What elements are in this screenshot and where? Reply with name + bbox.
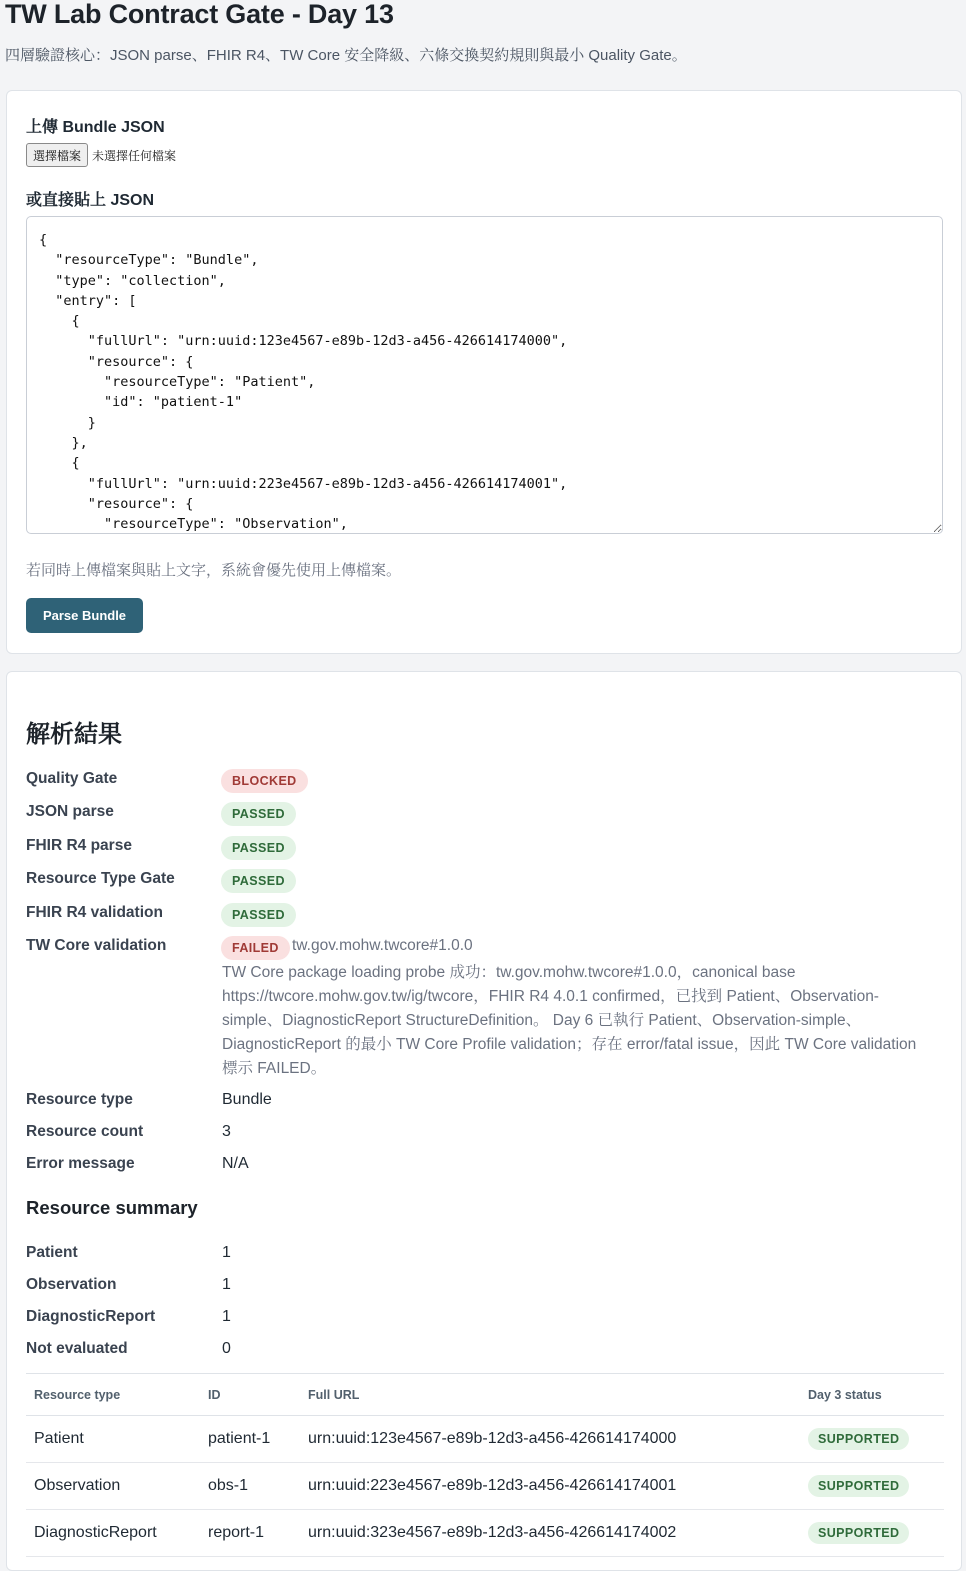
info-value-resource-count: 3: [222, 1123, 231, 1140]
twcore-package: tw.gov.mohw.twcore#1.0.0: [292, 937, 473, 954]
col-header-url: Full URL: [300, 1374, 800, 1416]
upload-hint: 若同時上傳檔案與貼上文字，系統會優先使用上傳檔案。: [26, 562, 402, 579]
cell-status: [800, 1510, 944, 1557]
upload-label: 上傳 Bundle JSON: [26, 119, 165, 136]
cell-type: DiagnosticReport: [26, 1510, 200, 1557]
gate-status-quality: BLOCKED: [221, 769, 308, 793]
summary-label-observation: Observation: [26, 1276, 117, 1293]
parse-bundle-button[interactable]: Parse Bundle: [26, 598, 143, 633]
cell-url: urn:uuid:223e4567-e89b-12d3-a456-426614174001: [300, 1463, 800, 1510]
results-card: [6, 671, 962, 1571]
col-header-id: ID: [200, 1374, 300, 1416]
info-value-resource-type: Bundle: [222, 1091, 272, 1108]
cell-id: report-1: [200, 1510, 300, 1557]
table-row: [26, 1510, 944, 1557]
info-label-error: Error message: [26, 1155, 135, 1172]
resource-table: [26, 1373, 944, 1557]
cell-status: [800, 1463, 944, 1510]
table-header-row: [26, 1374, 944, 1416]
cell-status: [800, 1416, 944, 1463]
gate-label-fhir-validation: FHIR R4 validation: [26, 904, 163, 921]
gate-status-resource-type: PASSED: [221, 869, 296, 893]
json-textarea[interactable]: [26, 216, 943, 534]
gate-status-json: PASSED: [221, 802, 296, 826]
cell-url: urn:uuid:123e4567-e89b-12d3-a456-426614174000: [300, 1416, 800, 1463]
table-row: [26, 1463, 944, 1510]
gate-label-fhir-parse: FHIR R4 parse: [26, 837, 132, 854]
cell-id: obs-1: [200, 1463, 300, 1510]
twcore-detail: TW Core package loading probe 成功：tw.gov.mohw.twcore#1.0.0，canonical base https://twcore.mohw.gov.tw/ig/twcore，FHIR R4 4.0.1 confirmed，已找到 Patient、Observation-simple、DiagnosticReport StructureDefinition。 Day 6 已執行 Patient、Observation-simple、DiagnosticReport 的最小 TW Core Profile validation；存在 error/fatal issue，因此 TW Core validation 標示 FAILED。: [222, 964, 917, 1077]
summary-value-report: 1: [222, 1308, 231, 1325]
status-badge: SUPPORTED: [808, 1428, 909, 1450]
choose-file-button[interactable]: 選擇檔案: [26, 143, 88, 167]
file-input[interactable]: [26, 143, 176, 167]
paste-label: 或直接貼上 JSON: [26, 192, 155, 209]
col-header-type: Resource type: [26, 1374, 200, 1416]
gate-status-twcore: FAILED: [221, 936, 290, 960]
summary-label-patient: Patient: [26, 1244, 78, 1261]
gate-status-fhir-parse: PASSED: [221, 836, 296, 860]
cell-id: patient-1: [200, 1416, 300, 1463]
info-label-resource-type: Resource type: [26, 1091, 133, 1108]
summary-label-not-evaluated: Not evaluated: [26, 1340, 128, 1357]
cell-type: Patient: [26, 1416, 200, 1463]
summary-label-report: DiagnosticReport: [26, 1308, 156, 1325]
status-badge: SUPPORTED: [808, 1475, 909, 1497]
page-subtitle: 四層驗證核心：JSON parse、FHIR R4、TW Core 安全降級、六條交換契約規則與最小 Quality Gate。: [5, 47, 687, 64]
cell-url: urn:uuid:323e4567-e89b-12d3-a456-426614174002: [300, 1510, 800, 1557]
table-row: [26, 1416, 944, 1463]
gate-label-resource-type: Resource Type Gate: [26, 870, 175, 887]
status-badge: SUPPORTED: [808, 1522, 909, 1544]
page-title: TW Lab Contract Gate - Day 13: [5, 0, 394, 29]
summary-value-not-evaluated: 0: [222, 1340, 231, 1357]
results-title: 解析結果: [26, 721, 122, 748]
gate-label-twcore: TW Core validation: [26, 937, 167, 954]
info-label-resource-count: Resource count: [26, 1123, 144, 1140]
gate-status-fhir-validation: PASSED: [221, 903, 296, 927]
summary-value-observation: 1: [222, 1276, 231, 1293]
resource-summary-title: Resource summary: [26, 1197, 198, 1218]
upload-card: [6, 90, 962, 654]
gate-label-json: JSON parse: [26, 803, 114, 820]
gate-label-quality: Quality Gate: [26, 770, 118, 787]
cell-type: Observation: [26, 1463, 200, 1510]
col-header-status: Day 3 status: [800, 1374, 944, 1416]
summary-value-patient: 1: [222, 1244, 231, 1261]
file-status: 未選擇任何檔案: [92, 148, 177, 163]
info-value-error: N/A: [222, 1155, 249, 1172]
